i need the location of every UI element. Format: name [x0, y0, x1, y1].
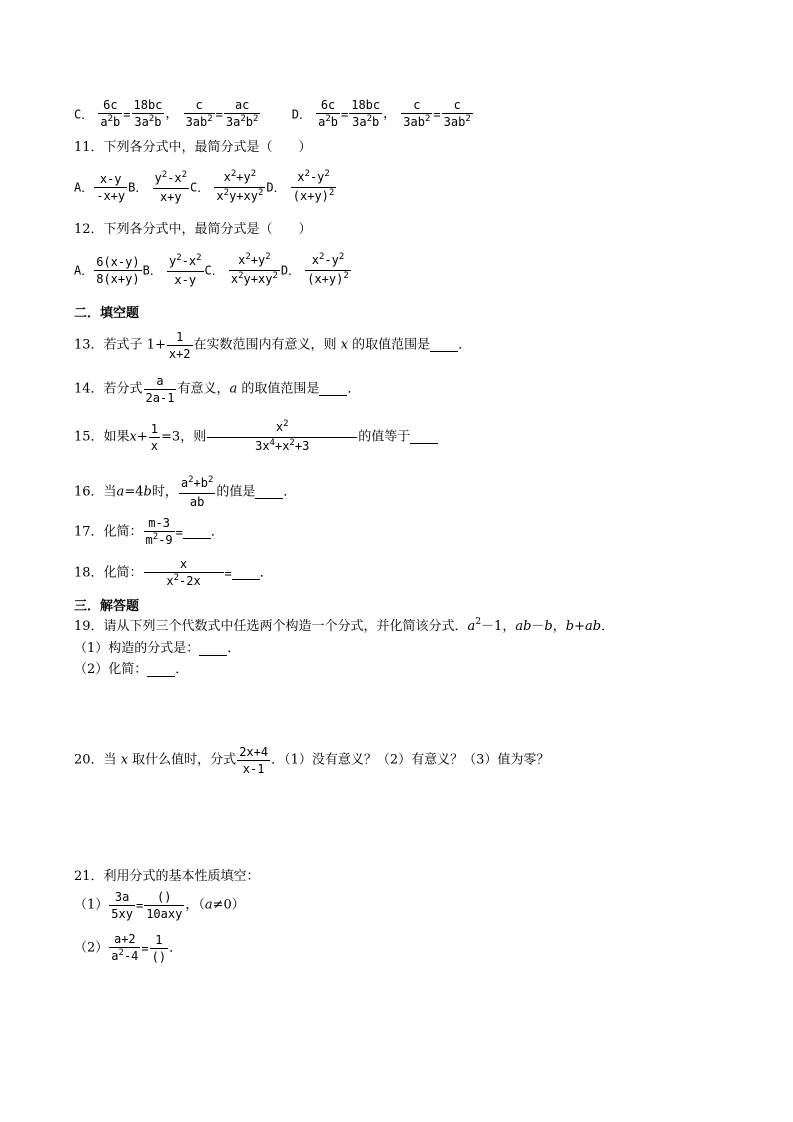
q15-frac-2: $\frac{x^2}{3x^4+x^2+3}$: [207, 420, 357, 455]
q19-part2-blank[interactable]: [147, 664, 175, 677]
q15-frac-1: $\frac{1}{x}$: [150, 422, 159, 453]
q21-p2-frac-1: $\frac{a+2}{a^2-4}$: [111, 932, 139, 963]
q16-frac: $\frac{a^2+b^2}{ab}$: [180, 475, 214, 509]
q20-frac: $\frac{2x+4}{x-1}$: [239, 745, 269, 776]
q12-b-frac: $\frac{y^2-x^2}{x-y}$: [168, 253, 202, 287]
q19-stem: 19．请从下列三个代数式中任选两个构造一个分式，并化简该分式．$a^2-1$，ab－b，b+ab．: [74, 617, 615, 634]
q20: 20．当 x 取什么值时，分式 $\frac{2x+4}{x-1}$ ．（1）没有意义？（2）有意义？（3）值为零？: [74, 745, 550, 776]
q15: 15．如果x+ $\frac{1}{x}$ =3，则 $\frac{x^2}{3x^4+x^2+3}$ 的值等于: [74, 420, 438, 455]
q12-a-frac: $\frac{6(x-y)}{8(x+y)}$: [96, 255, 140, 286]
q18-answer-blank[interactable]: [232, 567, 260, 580]
q12-options-row: A． $\frac{6(x-y)}{8(x+y)}$ B． $\frac{y^2-x^2}{x-y}$ C． $\frac{x^2+y^2}{x^2y+xy^2}$ D． $\frac{x^2-y^2}{(x+y)^2}$: [74, 252, 349, 287]
q13: 13．若式子 1+ $\frac{1}{x+2}$ 在实数范围内有意义，则 x 的取值范围是 ．: [74, 330, 472, 361]
q14-frac: $\frac{a}{2a-1}$: [145, 374, 175, 405]
q10-d-frac-4: $\frac{c}{3ab^2}$: [443, 98, 471, 129]
q19-part1-blank[interactable]: [199, 643, 227, 656]
q10-c-frac-1: $\frac{6c}{a^2b}$: [100, 98, 121, 129]
q12-stem: 12．下列各分式中，最简分式是（ ）: [74, 222, 312, 237]
q10-c-frac-3: $\frac{c}{3ab^2}$: [185, 98, 213, 129]
q10-option-d-label: D．: [291, 107, 311, 122]
q16-answer-blank[interactable]: [255, 486, 283, 499]
q19-part1: （1）构造的分式是： ．: [74, 641, 241, 656]
q21-p1-frac-2: $\frac{()}{\text{10axy}}$: [146, 890, 183, 921]
q12-d-frac: $\frac{x^2-y^2}{(x+y)^2}$: [307, 252, 349, 286]
q14-answer-blank[interactable]: [319, 383, 347, 396]
q15-answer-blank[interactable]: [410, 431, 438, 444]
q10-d-frac-2: $\frac{18bc}{3a^2b}$: [351, 98, 381, 129]
q18: 18．化简： $\frac{x}{x^2-2x}$ = ．: [74, 557, 273, 588]
q19-part2: （2）化简： ．: [74, 662, 189, 677]
q13-frac: $\frac{1}{x+2}$: [168, 330, 191, 361]
q17-answer-blank[interactable]: [183, 526, 211, 539]
q11-options-row: A． $\frac{x-y}{-x+y}$ B． $\frac{y^2-x^2}{x+y}$ C． $\frac{x^2+y^2}{x^2y+xy^2}$ D． $\frac{x^2-y^2}{(x+y)^2}$: [74, 169, 335, 204]
q10-c-frac-2: $\frac{18bc}{3a^2b}$: [133, 98, 163, 129]
q11-stem: 11．下列各分式中，最简分式是（ ）: [74, 140, 312, 155]
section-fill-in-heading: 二．填空题: [74, 306, 140, 321]
q21-p2-frac-2: $\frac{1}{()}$: [151, 933, 167, 964]
q17: 17．化简： $\frac{m-3}{m^2-9}$ = ．: [74, 516, 224, 547]
q11-a-frac: $\frac{x-y}{-x+y}$: [96, 172, 126, 203]
q13-answer-blank[interactable]: [430, 339, 458, 352]
q21-p1-frac-1: $\frac{3a}{5xy}$: [111, 890, 133, 921]
q12-c-frac: $\frac{x^2+y^2}{x^2y+xy^2}$: [230, 252, 278, 286]
section-answer-heading: 三．解答题: [74, 599, 140, 614]
q21-part2: （2） $\frac{a+2}{a^2-4}$ = $\frac{1}{()}$ ．: [74, 932, 183, 964]
q10-option-c-label: C．: [74, 107, 94, 122]
q10-c-frac-4: $\frac{ac}{3a^2b^2}$: [225, 98, 259, 129]
q10-d-frac-3: $\frac{c}{3ab^2}$: [403, 98, 431, 129]
q11-c-frac: $\frac{x^2+y^2}{x^2y+xy^2}$: [216, 169, 264, 203]
q21-stem: 21．利用分式的基本性质填空：: [74, 869, 260, 884]
q16: 16．当a=4b时， $\frac{a^2+b^2}{ab}$ 的值是 ．: [74, 475, 297, 509]
q21-p2-blank[interactable]: (): [151, 950, 167, 964]
q11-d-frac: $\frac{x^2-y^2}{(x+y)^2}$: [292, 169, 335, 203]
q21-p1-blank[interactable]: (): [157, 890, 172, 904]
q10-options-row: C． $\frac{6c}{a^2b}$ = $\frac{18bc}{3a^2b}$ ， $\frac{c}{3ab^2}$ = $\frac{ac}{3a^2b^2}$ D． $\frac{6c}{a^2b}$ = $\frac{18bc}{3a^2b}$ ， $\frac{c}{3ab^2}$ = $\frac{c}{3ab^2}$: [74, 98, 471, 129]
q18-frac: $\frac{x}{x^2-2x}$: [144, 557, 224, 590]
q21-part1: （1） $\frac{3a}{5xy}$ = $\frac{()}{\text{10axy}}$ ，（a≠0）: [74, 890, 245, 921]
q14: 14．若分式 $\frac{a}{2a-1}$ 有意义，a 的取值范围是 ．: [74, 374, 361, 405]
q11-b-frac: $\frac{y^2-x^2}{x+y}$: [154, 170, 188, 204]
q10-d-frac-1: $\frac{6c}{a^2b}$: [318, 98, 338, 129]
q17-frac: $\frac{m-3}{m^2-9}$: [145, 516, 173, 547]
